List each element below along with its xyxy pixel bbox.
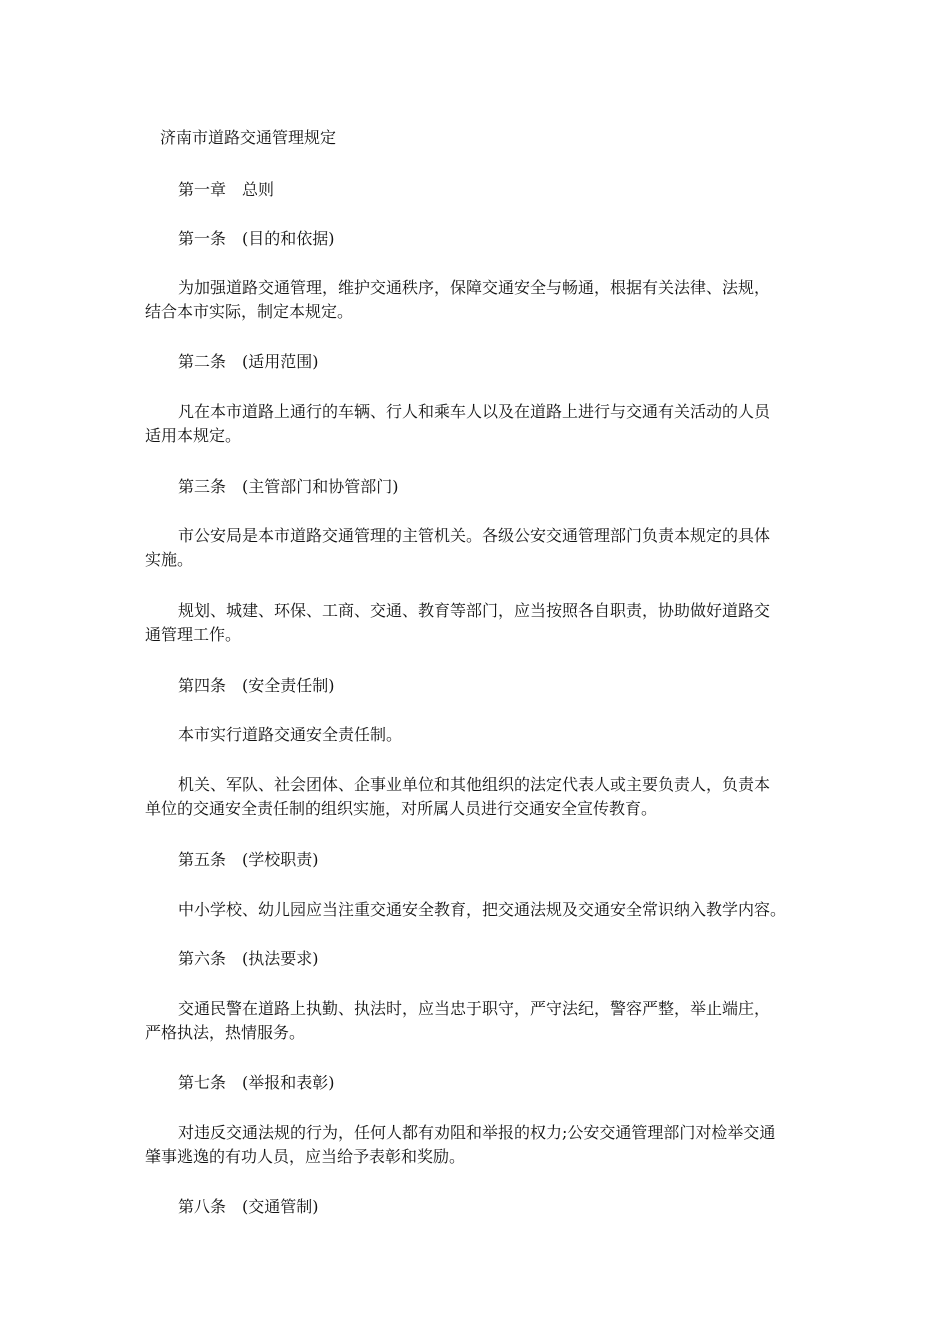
paragraph-line: 结合本市实际，制定本规定。 [145,302,354,321]
article-title: (学校职责) [242,850,319,869]
document-title: 济南市道路交通管理规定 [160,128,337,147]
chapter-number: 第一章 [178,180,227,199]
article-number: 第七条 [178,1073,227,1092]
article-number: 第四条 [178,676,227,695]
paragraph-line: 对违反交通法规的行为，任何人都有劝阻和举报的权力;公安交通管理部门对检举交通 [178,1123,776,1142]
paragraph-line: 凡在本市道路上通行的车辆、行人和乘车人以及在道路上进行与交通有关活动的人员 [178,402,771,421]
paragraph-line: 交通民警在道路上执勤、执法时，应当忠于职守，严守法纪，警容严整，举止端庄， [178,999,771,1018]
paragraph-line: 本市实行道路交通安全责任制。 [178,725,403,744]
paragraph-line: 适用本规定。 [145,426,242,445]
article-number: 第六条 [178,949,227,968]
paragraph-line: 通管理工作。 [145,625,242,644]
article-number: 第一条 [178,229,227,248]
paragraph-line: 中小学校、幼儿园应当注重交通安全教育，把交通法规及交通安全常识纳入教学内容。 [178,900,787,919]
article-title: (安全责任制) [242,676,335,695]
article-number: 第三条 [178,477,227,496]
article-title: (主管部门和协管部门) [242,477,399,496]
article-heading [178,676,335,696]
chapter-heading [178,180,274,200]
article-title: (执法要求) [242,949,319,968]
paragraph-line: 严格执法，热情服务。 [145,1023,306,1042]
paragraph-line: 市公安局是本市道路交通管理的主管机关。各级公安交通管理部门负责本规定的具体 [178,526,771,545]
paragraph-line: 为加强道路交通管理，维护交通秩序，保障交通安全与畅通，根据有关法律、法规， [178,278,771,297]
chapter-name: 总则 [242,180,275,199]
article-heading [178,229,335,249]
article-heading [178,850,319,870]
article-heading [178,1073,335,1093]
paragraph-line: 实施。 [145,550,194,569]
article-title: (举报和表彰) [242,1073,335,1092]
article-heading [178,1197,319,1217]
paragraph-line: 肇事逃逸的有功人员，应当给予表彰和奖励。 [145,1147,466,1166]
article-heading [178,477,399,497]
paragraph-line: 机关、军队、社会团体、企事业单位和其他组织的法定代表人或主要负责人，负责本 [178,775,771,794]
paragraph-line: 规划、城建、环保、工商、交通、教育等部门，应当按照各自职责，协助做好道路交 [178,601,771,620]
article-title: (目的和依据) [242,229,335,248]
article-title: (适用范围) [242,352,319,371]
article-heading [178,352,319,372]
article-number: 第五条 [178,850,227,869]
article-number: 第二条 [178,352,227,371]
article-heading [178,949,319,969]
article-number: 第八条 [178,1197,227,1216]
article-title: (交通管制) [242,1197,319,1216]
paragraph-line: 单位的交通安全责任制的组织实施，对所属人员进行交通安全宣传教育。 [145,799,658,818]
